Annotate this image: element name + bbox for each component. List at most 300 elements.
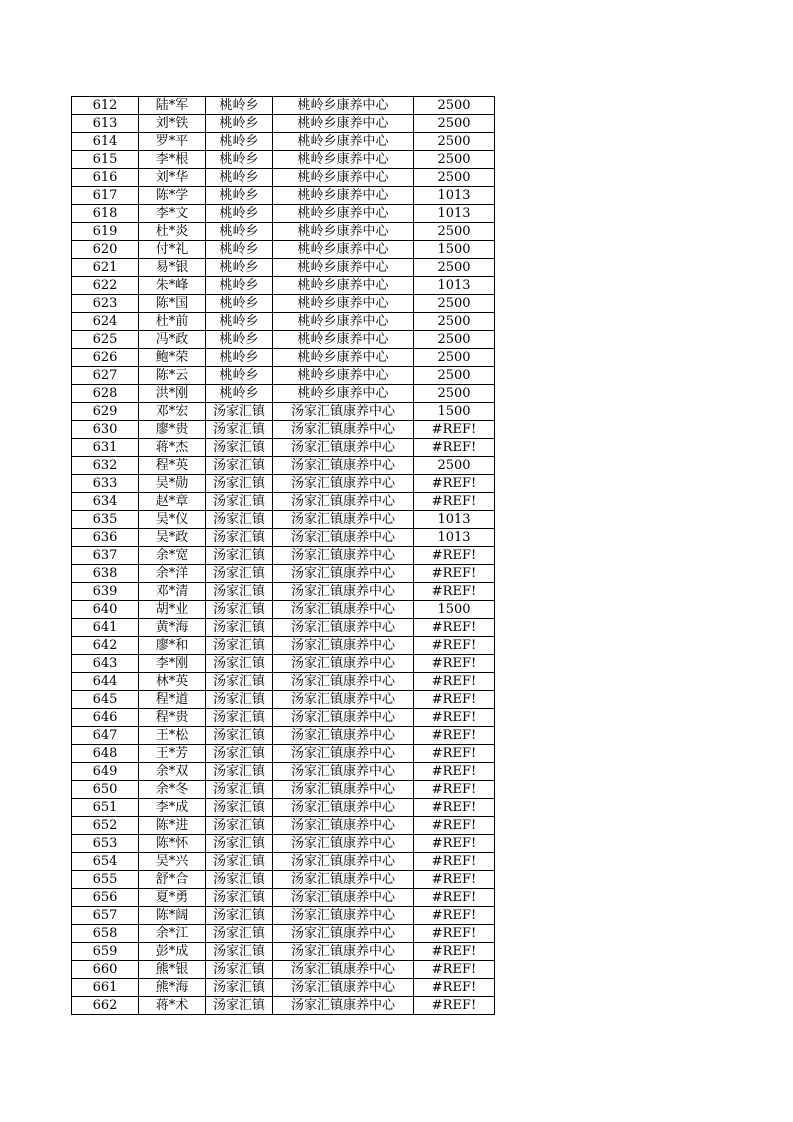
- table-row: [72, 421, 495, 439]
- cell-township: 汤家汇镇: [206, 673, 273, 691]
- cell-serial-number: 651: [72, 799, 139, 817]
- cell-amount: 2500: [414, 169, 495, 187]
- cell-name: 程*英: [139, 457, 206, 475]
- cell-amount: 2500: [414, 223, 495, 241]
- cell-serial-number: 613: [72, 115, 139, 133]
- cell-township: 汤家汇镇: [206, 529, 273, 547]
- cell-serial-number: 646: [72, 709, 139, 727]
- cell-amount: 2500: [414, 385, 495, 403]
- cell-name: 冯*政: [139, 331, 206, 349]
- cell-township: 桃岭乡: [206, 115, 273, 133]
- cell-township: 汤家汇镇: [206, 853, 273, 871]
- cell-care-center: 汤家汇镇康养中心: [273, 817, 414, 835]
- table-row: [72, 799, 495, 817]
- table-row: [72, 565, 495, 583]
- table-row: [72, 763, 495, 781]
- table-row: [72, 601, 495, 619]
- cell-township: 桃岭乡: [206, 313, 273, 331]
- cell-name: 黄*海: [139, 619, 206, 637]
- cell-care-center: 汤家汇镇康养中心: [273, 619, 414, 637]
- table-row: [72, 475, 495, 493]
- table-row: [72, 925, 495, 943]
- cell-name: 吴*仪: [139, 511, 206, 529]
- cell-serial-number: 626: [72, 349, 139, 367]
- cell-amount: #REF!: [414, 619, 495, 637]
- cell-township: 汤家汇镇: [206, 493, 273, 511]
- cell-amount: 1013: [414, 277, 495, 295]
- cell-serial-number: 634: [72, 493, 139, 511]
- cell-name: 廖*贵: [139, 421, 206, 439]
- table-row: [72, 457, 495, 475]
- cell-care-center: 桃岭乡康养中心: [273, 97, 414, 115]
- cell-township: 桃岭乡: [206, 151, 273, 169]
- cell-township: 汤家汇镇: [206, 619, 273, 637]
- cell-township: 汤家汇镇: [206, 781, 273, 799]
- table-row: [72, 349, 495, 367]
- cell-township: 桃岭乡: [206, 331, 273, 349]
- table-row: [72, 637, 495, 655]
- cell-amount: #REF!: [414, 871, 495, 889]
- cell-amount: #REF!: [414, 637, 495, 655]
- cell-township: 汤家汇镇: [206, 583, 273, 601]
- cell-care-center: 汤家汇镇康养中心: [273, 907, 414, 925]
- cell-name: 余*宽: [139, 547, 206, 565]
- cell-serial-number: 617: [72, 187, 139, 205]
- cell-township: 汤家汇镇: [206, 709, 273, 727]
- cell-care-center: 汤家汇镇康养中心: [273, 637, 414, 655]
- cell-name: 王*松: [139, 727, 206, 745]
- cell-care-center: 汤家汇镇康养中心: [273, 601, 414, 619]
- cell-name: 陈*国: [139, 295, 206, 313]
- cell-serial-number: 648: [72, 745, 139, 763]
- table-row: [72, 493, 495, 511]
- cell-serial-number: 623: [72, 295, 139, 313]
- cell-care-center: 桃岭乡康养中心: [273, 133, 414, 151]
- cell-serial-number: 627: [72, 367, 139, 385]
- table-row: [72, 205, 495, 223]
- cell-amount: #REF!: [414, 817, 495, 835]
- cell-amount: #REF!: [414, 709, 495, 727]
- table-row: [72, 961, 495, 979]
- cell-serial-number: 644: [72, 673, 139, 691]
- cell-care-center: 汤家汇镇康养中心: [273, 799, 414, 817]
- table-row: [72, 115, 495, 133]
- cell-township: 桃岭乡: [206, 97, 273, 115]
- cell-amount: 2500: [414, 349, 495, 367]
- cell-care-center: 桃岭乡康养中心: [273, 313, 414, 331]
- table-row: [72, 133, 495, 151]
- cell-care-center: 桃岭乡康养中心: [273, 349, 414, 367]
- cell-serial-number: 632: [72, 457, 139, 475]
- cell-care-center: 汤家汇镇康养中心: [273, 565, 414, 583]
- cell-amount: #REF!: [414, 943, 495, 961]
- cell-serial-number: 649: [72, 763, 139, 781]
- table-row: [72, 619, 495, 637]
- cell-care-center: 桃岭乡康养中心: [273, 259, 414, 277]
- cell-amount: 2500: [414, 331, 495, 349]
- cell-name: 李*刚: [139, 655, 206, 673]
- cell-care-center: 桃岭乡康养中心: [273, 169, 414, 187]
- cell-serial-number: 657: [72, 907, 139, 925]
- cell-township: 汤家汇镇: [206, 637, 273, 655]
- cell-amount: 1500: [414, 601, 495, 619]
- cell-name: 廖*和: [139, 637, 206, 655]
- table-row: [72, 853, 495, 871]
- cell-name: 杜*炎: [139, 223, 206, 241]
- cell-name: 夏*勇: [139, 889, 206, 907]
- cell-care-center: 桃岭乡康养中心: [273, 151, 414, 169]
- cell-township: 汤家汇镇: [206, 511, 273, 529]
- cell-name: 陈*怀: [139, 835, 206, 853]
- cell-township: 桃岭乡: [206, 169, 273, 187]
- cell-serial-number: 625: [72, 331, 139, 349]
- cell-amount: 1500: [414, 241, 495, 259]
- cell-serial-number: 619: [72, 223, 139, 241]
- cell-name: 洪*刚: [139, 385, 206, 403]
- table-row: [72, 169, 495, 187]
- cell-name: 熊*银: [139, 961, 206, 979]
- cell-care-center: 汤家汇镇康养中心: [273, 871, 414, 889]
- cell-township: 桃岭乡: [206, 187, 273, 205]
- cell-care-center: 汤家汇镇康养中心: [273, 475, 414, 493]
- cell-serial-number: 643: [72, 655, 139, 673]
- cell-amount: #REF!: [414, 673, 495, 691]
- cell-name: 林*英: [139, 673, 206, 691]
- cell-name: 陈*进: [139, 817, 206, 835]
- cell-serial-number: 642: [72, 637, 139, 655]
- cell-serial-number: 618: [72, 205, 139, 223]
- cell-amount: 1013: [414, 529, 495, 547]
- table-row: [72, 385, 495, 403]
- cell-name: 赵*章: [139, 493, 206, 511]
- cell-amount: #REF!: [414, 439, 495, 457]
- cell-township: 汤家汇镇: [206, 979, 273, 997]
- cell-name: 李*成: [139, 799, 206, 817]
- cell-name: 朱*峰: [139, 277, 206, 295]
- cell-name: 刘*华: [139, 169, 206, 187]
- cell-care-center: 桃岭乡康养中心: [273, 331, 414, 349]
- cell-serial-number: 659: [72, 943, 139, 961]
- cell-name: 吴*勋: [139, 475, 206, 493]
- table-row: [72, 979, 495, 997]
- cell-care-center: 汤家汇镇康养中心: [273, 781, 414, 799]
- cell-name: 王*芳: [139, 745, 206, 763]
- cell-township: 汤家汇镇: [206, 655, 273, 673]
- cell-serial-number: 661: [72, 979, 139, 997]
- cell-township: 汤家汇镇: [206, 763, 273, 781]
- table-row: [72, 439, 495, 457]
- table-row: [72, 727, 495, 745]
- cell-township: 桃岭乡: [206, 259, 273, 277]
- cell-name: 刘*铁: [139, 115, 206, 133]
- cell-serial-number: 639: [72, 583, 139, 601]
- table-row: [72, 313, 495, 331]
- cell-care-center: 汤家汇镇康养中心: [273, 961, 414, 979]
- cell-amount: 1013: [414, 205, 495, 223]
- cell-amount: 2500: [414, 115, 495, 133]
- cell-township: 汤家汇镇: [206, 601, 273, 619]
- cell-serial-number: 637: [72, 547, 139, 565]
- table-row: [72, 709, 495, 727]
- cell-care-center: 汤家汇镇康养中心: [273, 673, 414, 691]
- cell-township: 桃岭乡: [206, 367, 273, 385]
- cell-amount: 2500: [414, 367, 495, 385]
- table-row: [72, 745, 495, 763]
- cell-care-center: 汤家汇镇康养中心: [273, 583, 414, 601]
- cell-serial-number: 654: [72, 853, 139, 871]
- table-row: [72, 871, 495, 889]
- cell-serial-number: 641: [72, 619, 139, 637]
- cell-township: 汤家汇镇: [206, 925, 273, 943]
- cell-care-center: 桃岭乡康养中心: [273, 205, 414, 223]
- cell-amount: #REF!: [414, 979, 495, 997]
- table-row: [72, 277, 495, 295]
- cell-care-center: 汤家汇镇康养中心: [273, 889, 414, 907]
- table-row: [72, 151, 495, 169]
- table-row: [72, 403, 495, 421]
- cell-amount: #REF!: [414, 961, 495, 979]
- cell-care-center: 桃岭乡康养中心: [273, 223, 414, 241]
- table-row: [72, 259, 495, 277]
- cell-township: 桃岭乡: [206, 295, 273, 313]
- cell-serial-number: 629: [72, 403, 139, 421]
- cell-township: 汤家汇镇: [206, 799, 273, 817]
- cell-name: 蒋*术: [139, 997, 206, 1015]
- cell-amount: 2500: [414, 133, 495, 151]
- cell-township: 汤家汇镇: [206, 961, 273, 979]
- cell-care-center: 汤家汇镇康养中心: [273, 691, 414, 709]
- cell-amount: #REF!: [414, 565, 495, 583]
- cell-care-center: 汤家汇镇康养中心: [273, 943, 414, 961]
- cell-serial-number: 615: [72, 151, 139, 169]
- cell-amount: #REF!: [414, 583, 495, 601]
- cell-township: 汤家汇镇: [206, 943, 273, 961]
- cell-amount: #REF!: [414, 835, 495, 853]
- cell-township: 汤家汇镇: [206, 403, 273, 421]
- cell-township: 汤家汇镇: [206, 727, 273, 745]
- table-row: [72, 547, 495, 565]
- cell-township: 汤家汇镇: [206, 457, 273, 475]
- cell-township: 汤家汇镇: [206, 835, 273, 853]
- cell-care-center: 桃岭乡康养中心: [273, 367, 414, 385]
- table-row: [72, 97, 495, 115]
- cell-care-center: 汤家汇镇康养中心: [273, 709, 414, 727]
- cell-care-center: 桃岭乡康养中心: [273, 277, 414, 295]
- cell-name: 邓*宏: [139, 403, 206, 421]
- cell-township: 汤家汇镇: [206, 475, 273, 493]
- cell-name: 吴*政: [139, 529, 206, 547]
- cell-serial-number: 624: [72, 313, 139, 331]
- cell-care-center: 桃岭乡康养中心: [273, 115, 414, 133]
- cell-amount: #REF!: [414, 997, 495, 1015]
- cell-township: 汤家汇镇: [206, 817, 273, 835]
- table-row: [72, 511, 495, 529]
- cell-amount: #REF!: [414, 745, 495, 763]
- cell-care-center: 汤家汇镇康养中心: [273, 529, 414, 547]
- cell-name: 熊*海: [139, 979, 206, 997]
- cell-serial-number: 647: [72, 727, 139, 745]
- cell-name: 蒋*杰: [139, 439, 206, 457]
- cell-name: 程*道: [139, 691, 206, 709]
- table-row: [72, 187, 495, 205]
- cell-township: 汤家汇镇: [206, 565, 273, 583]
- cell-care-center: 汤家汇镇康养中心: [273, 853, 414, 871]
- cell-amount: 1013: [414, 187, 495, 205]
- table-row: [72, 295, 495, 313]
- cell-township: 汤家汇镇: [206, 745, 273, 763]
- table-row: [72, 223, 495, 241]
- cell-amount: 1013: [414, 511, 495, 529]
- cell-township: 桃岭乡: [206, 241, 273, 259]
- cell-serial-number: 614: [72, 133, 139, 151]
- cell-amount: #REF!: [414, 421, 495, 439]
- cell-name: 陆*军: [139, 97, 206, 115]
- cell-name: 付*礼: [139, 241, 206, 259]
- cell-name: 余*洋: [139, 565, 206, 583]
- cell-amount: #REF!: [414, 781, 495, 799]
- cell-township: 桃岭乡: [206, 205, 273, 223]
- cell-care-center: 汤家汇镇康养中心: [273, 439, 414, 457]
- cell-care-center: 汤家汇镇康养中心: [273, 745, 414, 763]
- cell-amount: #REF!: [414, 907, 495, 925]
- cell-name: 邓*清: [139, 583, 206, 601]
- table-row: [72, 529, 495, 547]
- cell-name: 彭*成: [139, 943, 206, 961]
- cell-amount: 2500: [414, 295, 495, 313]
- cell-name: 陈*学: [139, 187, 206, 205]
- cell-serial-number: 616: [72, 169, 139, 187]
- cell-township: 桃岭乡: [206, 223, 273, 241]
- cell-serial-number: 658: [72, 925, 139, 943]
- cell-township: 汤家汇镇: [206, 889, 273, 907]
- cell-serial-number: 653: [72, 835, 139, 853]
- cell-care-center: 汤家汇镇康养中心: [273, 493, 414, 511]
- cell-amount: #REF!: [414, 889, 495, 907]
- cell-amount: 2500: [414, 313, 495, 331]
- cell-name: 罗*平: [139, 133, 206, 151]
- cell-amount: #REF!: [414, 727, 495, 745]
- cell-serial-number: 633: [72, 475, 139, 493]
- cell-township: 汤家汇镇: [206, 547, 273, 565]
- table-row: [72, 673, 495, 691]
- cell-care-center: 汤家汇镇康养中心: [273, 727, 414, 745]
- cell-serial-number: 631: [72, 439, 139, 457]
- cell-township: 汤家汇镇: [206, 907, 273, 925]
- cell-serial-number: 620: [72, 241, 139, 259]
- cell-name: 余*双: [139, 763, 206, 781]
- cell-serial-number: 622: [72, 277, 139, 295]
- table-row: [72, 691, 495, 709]
- cell-amount: #REF!: [414, 547, 495, 565]
- cell-care-center: 汤家汇镇康养中心: [273, 457, 414, 475]
- cell-amount: #REF!: [414, 655, 495, 673]
- cell-amount: #REF!: [414, 853, 495, 871]
- cell-serial-number: 621: [72, 259, 139, 277]
- cell-care-center: 汤家汇镇康养中心: [273, 835, 414, 853]
- table-row: [72, 943, 495, 961]
- cell-township: 桃岭乡: [206, 385, 273, 403]
- table-row: [72, 817, 495, 835]
- cell-name: 舒*合: [139, 871, 206, 889]
- table-row: [72, 907, 495, 925]
- cell-amount: #REF!: [414, 763, 495, 781]
- table-row: [72, 889, 495, 907]
- cell-serial-number: 628: [72, 385, 139, 403]
- cell-serial-number: 652: [72, 817, 139, 835]
- cell-amount: 2500: [414, 151, 495, 169]
- cell-amount: 2500: [414, 97, 495, 115]
- cell-serial-number: 662: [72, 997, 139, 1015]
- cell-serial-number: 630: [72, 421, 139, 439]
- cell-amount: #REF!: [414, 493, 495, 511]
- cell-name: 陈*云: [139, 367, 206, 385]
- table-row: [72, 835, 495, 853]
- cell-amount: #REF!: [414, 925, 495, 943]
- cell-care-center: 汤家汇镇康养中心: [273, 979, 414, 997]
- cell-amount: 2500: [414, 457, 495, 475]
- table-row: [72, 997, 495, 1015]
- cell-serial-number: 636: [72, 529, 139, 547]
- cell-name: 鲍*荣: [139, 349, 206, 367]
- table-row: [72, 331, 495, 349]
- cell-township: 汤家汇镇: [206, 691, 273, 709]
- cell-amount: #REF!: [414, 475, 495, 493]
- cell-serial-number: 645: [72, 691, 139, 709]
- cell-care-center: 汤家汇镇康养中心: [273, 655, 414, 673]
- cell-township: 桃岭乡: [206, 133, 273, 151]
- cell-township: 汤家汇镇: [206, 871, 273, 889]
- cell-name: 胡*业: [139, 601, 206, 619]
- cell-name: 陈*阔: [139, 907, 206, 925]
- cell-amount: 1500: [414, 403, 495, 421]
- cell-name: 余*冬: [139, 781, 206, 799]
- table-row: [72, 367, 495, 385]
- table-row: [72, 655, 495, 673]
- cell-name: 吴*兴: [139, 853, 206, 871]
- cell-care-center: 桃岭乡康养中心: [273, 385, 414, 403]
- cell-serial-number: 660: [72, 961, 139, 979]
- cell-care-center: 汤家汇镇康养中心: [273, 925, 414, 943]
- cell-township: 汤家汇镇: [206, 997, 273, 1015]
- cell-amount: #REF!: [414, 691, 495, 709]
- cell-serial-number: 650: [72, 781, 139, 799]
- data-table: [71, 96, 495, 1015]
- table-row: [72, 241, 495, 259]
- cell-care-center: 汤家汇镇康养中心: [273, 421, 414, 439]
- cell-serial-number: 635: [72, 511, 139, 529]
- cell-name: 程*贵: [139, 709, 206, 727]
- cell-serial-number: 638: [72, 565, 139, 583]
- cell-name: 杜*前: [139, 313, 206, 331]
- cell-care-center: 汤家汇镇康养中心: [273, 547, 414, 565]
- cell-name: 易*银: [139, 259, 206, 277]
- table-row: [72, 781, 495, 799]
- cell-care-center: 汤家汇镇康养中心: [273, 403, 414, 421]
- cell-name: 李*文: [139, 205, 206, 223]
- cell-amount: 2500: [414, 259, 495, 277]
- cell-amount: #REF!: [414, 799, 495, 817]
- cell-serial-number: 640: [72, 601, 139, 619]
- cell-name: 余*江: [139, 925, 206, 943]
- table-row: [72, 583, 495, 601]
- cell-township: 汤家汇镇: [206, 439, 273, 457]
- cell-care-center: 桃岭乡康养中心: [273, 295, 414, 313]
- cell-serial-number: 612: [72, 97, 139, 115]
- table-body: [72, 97, 495, 1015]
- cell-care-center: 汤家汇镇康养中心: [273, 997, 414, 1015]
- cell-township: 桃岭乡: [206, 277, 273, 295]
- cell-care-center: 汤家汇镇康养中心: [273, 763, 414, 781]
